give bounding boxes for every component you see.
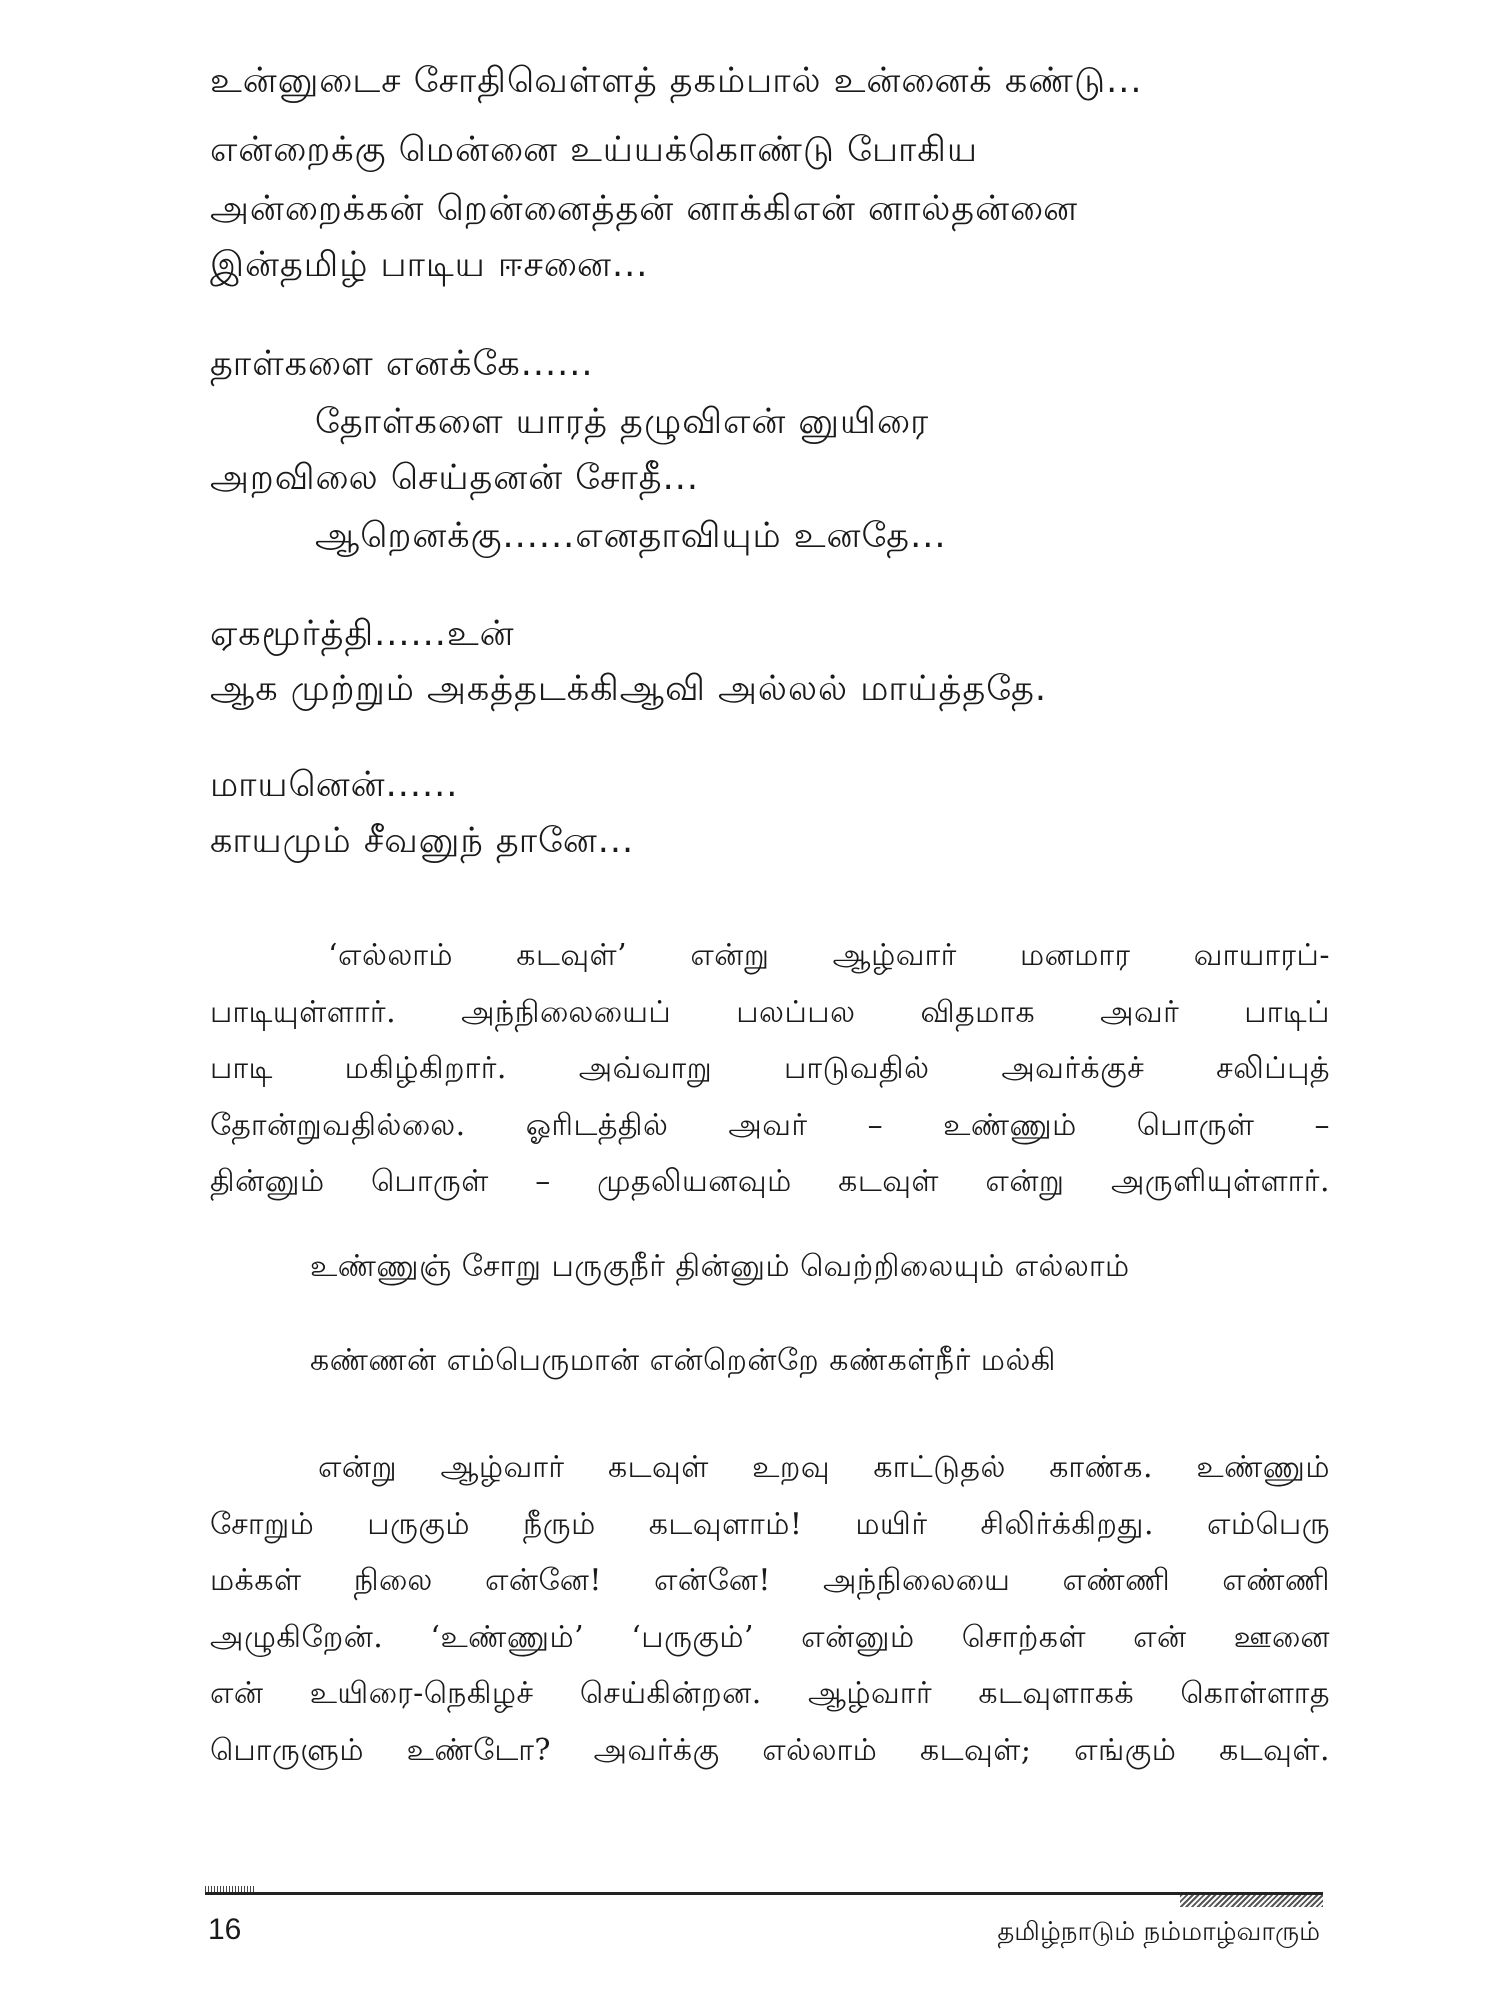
running-title: தமிழ்நாடும் நம்மாழ்வாரும் (997, 1917, 1320, 1947)
verse-line: அறவிலை செய்தனன் சோதீ... (210, 458, 699, 498)
paragraph-line: என்று ஆழ்வார் கடவுள் உறவு காட்டுதல் காண்க. உண்ணும் (318, 1450, 1330, 1485)
paragraph-line: பாடியுள்ளார். அந்நிலையைப் பலப்பல விதமாக அவர் பாடிப் (210, 994, 1330, 1030)
paragraph-line: என் உயிரை-நெகிழச் செய்கின்றன. ஆழ்வார் கடவுளாகக் கொள்ளாத (210, 1676, 1330, 1711)
body-paragraph (210, 928, 1330, 1211)
page-number: 16 (208, 1913, 242, 1946)
paragraph-line: தின்னும் பொருள் – முதலியனவும் கடவுள் என்று அருளியுள்ளார். (210, 1164, 1330, 1199)
body-paragraph (210, 1440, 1330, 1779)
verse-line: காயமும் சீவனுந் தானே... (210, 821, 635, 861)
paragraph-line: பாடி மகிழ்கிறார். அவ்வாறு பாடுவதில் அவர்க்குச் சலிப்புத் (210, 1051, 1330, 1086)
quoted-verse-line: உண்ணுஞ் சோறு பருகுநீர் தின்னும் வெற்றிலையும் எல்லாம் (310, 1249, 1130, 1284)
verse-line: அன்றைக்கன் றென்னைத்தன் னாக்கிஎன் னால்தன்னை (210, 189, 1079, 229)
verse-line: ஏகமூர்த்தி......உன் (210, 614, 515, 654)
paragraph-line: அழுகிறேன். ‘உண்ணும்’ ‘பருகும்’ என்னும் சொற்கள் என் ஊனை (210, 1619, 1330, 1655)
verse-line: இன்தமிழ் பாடிய ஈசனை... (210, 245, 649, 285)
verse-line: என்றைக்கு மென்னை உய்யக்கொண்டு போகிய (210, 130, 978, 170)
paragraph-line: மக்கள் நிலை என்னே! என்னே! அந்நிலையை எண்ணி எண்ணி (210, 1563, 1330, 1598)
paragraph-line: தோன்றுவதில்லை. ஓரிடத்தில் அவர் – உண்ணும் பொருள் – (210, 1107, 1330, 1143)
verse-line: தாள்களை எனக்கே...... (210, 344, 594, 384)
footer-ornament (1180, 1895, 1323, 1907)
verse-line: ஆறெனக்கு......எனதாவியும் உனதே... (315, 516, 947, 556)
quoted-verse-line: கண்ணன் எம்பெருமான் என்றென்றே கண்கள்நீர் மல்கி (310, 1343, 1056, 1378)
verse-line: ஆக முற்றும் அகத்தடக்கிஆவி அல்லல் மாய்த்ததே. (210, 669, 1048, 709)
paragraph-line: ‘எல்லாம் கடவுள்’ என்று ஆழ்வார் மனமார வாயாரப்- (328, 938, 1330, 973)
verse-line: மாயனென்...... (210, 765, 459, 805)
verse-line: உன்னுடைச சோதிவெள்ளத் தகம்பால் உன்னைக் கண்டு... (210, 61, 1143, 101)
verse-line: தோள்களை யாரத் தழுவிஎன் னுயிரை (315, 402, 930, 442)
paragraph-line: சோறும் பருகும் நீரும் கடவுளாம்! மயிர் சிலிர்க்கிறது. எம்பெரு (210, 1506, 1330, 1542)
paragraph-line: பொருளும் உண்டோ? அவர்க்கு எல்லாம் கடவுள்; எங்கும் கடவுள். (210, 1732, 1330, 1768)
footer-rule (205, 1892, 1323, 1895)
